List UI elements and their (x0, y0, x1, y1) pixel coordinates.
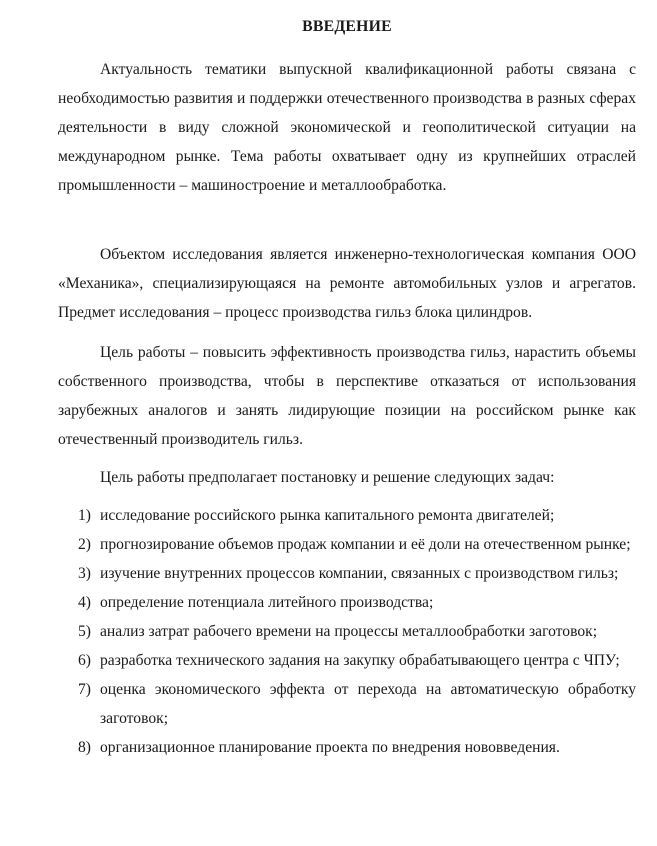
list-item-number: 2) (78, 536, 91, 553)
page-title: ВВЕДЕНИЕ (302, 18, 392, 35)
list-item-text: определение потенциала литейного производства; (100, 594, 434, 611)
list-item-text: исследование российского рынка капитального ремонта двигателей; (100, 507, 555, 524)
paragraph-relevance: Актуальность тематики выпускной квалификационной работы связана с необходимостью развития и поддержки отечественного производства в разных сферах деятельности в виду сложной экономической и геополитической ситуации на международном рынке. Тема работы охватывает одну из крупнейших отраслей промышленности – машиностроение и металлообработка. (58, 61, 636, 194)
list-item (58, 559, 636, 588)
list-item (58, 646, 636, 675)
list-item-text: организационное планирование проекта по внедрения нововведения. (100, 739, 560, 756)
list-item-number: 3) (78, 565, 91, 582)
list-item-text: прогнозирование объемов продаж компании и её доли на отечественном рынке; (100, 536, 631, 553)
list-item-number: 4) (78, 594, 91, 611)
paragraph-tasks-intro: Цель работы предполагает постановку и решение следующих задач: (100, 469, 555, 486)
list-item (58, 733, 636, 762)
list-item (58, 530, 636, 559)
paragraph-goal: Цель работы – повысить эффективность производства гильз, нарастить объемы собственного производства, чтобы в перспективе отказаться от использования зарубежных аналогов и занять лидирующие позиции на российском рынке как отечественный производитель гильз. (58, 344, 636, 448)
task-list (58, 501, 636, 762)
list-item (58, 675, 636, 733)
list-item-number: 7) (78, 681, 91, 698)
list-item (58, 501, 636, 530)
list-item (58, 617, 636, 646)
list-item-number: 1) (78, 507, 91, 524)
list-item-text: оценка экономического эффекта от перехода на автоматическую обработку заготовок; (100, 681, 636, 727)
list-item-number: 5) (78, 623, 91, 640)
list-item-text: анализ затрат рабочего времени на процессы металлообработки заготовок; (100, 623, 598, 640)
paragraph-object: Объектом исследования является инженерно-технологическая компания ООО «Механика», специализирующаяся на ремонте автомобильных узлов и агрегатов. Предмет исследования – процесс производства гильз блока цилиндров. (58, 246, 636, 321)
list-item (58, 588, 636, 617)
list-item-text: разработка технического задания на закупку обрабатывающего центра с ЧПУ; (100, 652, 620, 669)
list-item-number: 8) (78, 739, 91, 756)
list-item-number: 6) (78, 652, 91, 669)
list-item-text: изучение внутренних процессов компании, связанных с производством гильз; (100, 565, 619, 582)
